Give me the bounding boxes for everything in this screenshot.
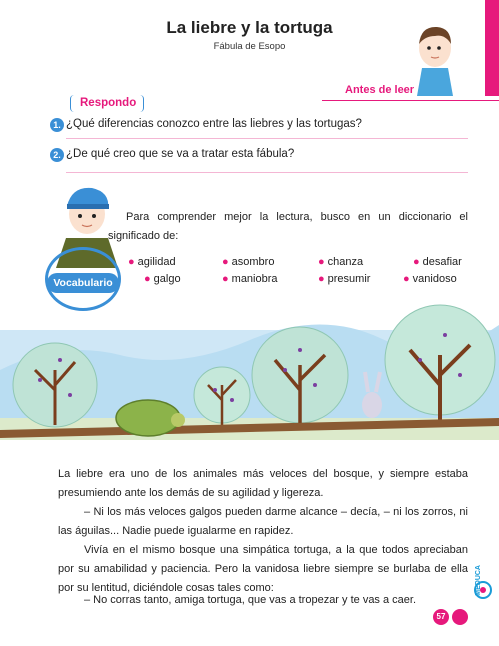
brand-label: MEDUCA	[475, 565, 482, 596]
section-label: Antes de leer	[345, 84, 415, 96]
question-number: 2.	[50, 148, 64, 162]
vocabulary-intro: Para comprender mejor la lectura, busco en un diccionario el significado de:	[108, 211, 468, 242]
answer-line	[66, 172, 468, 173]
vocabulary-badge: Vocabulario	[47, 273, 119, 293]
section-divider	[322, 100, 499, 101]
story-paragraph: La liebre era uno de los animales más veloces del bosque, y siempre estaba presumiendo ante los demás de su agilidad y ligereza.	[58, 468, 468, 499]
answer-line	[66, 138, 468, 139]
forest-hare-tortoise-illustration	[0, 300, 499, 450]
page-title: La liebre y la tortuga	[166, 18, 333, 37]
question-text: ¿Qué diferencias conozco entre las liebres y las tortugas?	[66, 118, 362, 130]
respondo-label: Respondo	[80, 97, 137, 109]
page-subtitle: Fábula de Esopo	[213, 41, 286, 52]
vocab-word: ● presumir	[318, 273, 371, 285]
book-icon	[452, 609, 468, 625]
story-paragraph: – No corras tanto, amiga tortuga, que vas a tropezar y te vas a caer.	[84, 594, 417, 606]
vocab-word: ● chanza	[318, 256, 364, 268]
vocab-word: ● asombro	[222, 256, 275, 268]
vocab-word: ● galgo	[144, 273, 181, 285]
vocab-word: ● maniobra	[222, 273, 278, 285]
vocab-word: ● agilidad	[128, 256, 176, 268]
story-paragraph: – Ni los más veloces galgos pueden darme alcance – decía, – ni los zorros, ni las águilas... Nadie puede igualarme en rapidez.	[58, 506, 468, 537]
page-number: 57	[433, 609, 449, 625]
side-tab	[485, 0, 499, 96]
story-paragraph: Vivía en el mismo bosque una simpática tortuga, a la que todos apreciaban por su amabilidad y paciencia. Pero la vanidosa liebre siempre se burlaba de ella por su lentitud, diciéndole cosas tales como:	[58, 544, 468, 594]
vocab-word: ● desafiar	[413, 256, 462, 268]
question-number: 1.	[50, 118, 64, 132]
question-text: ¿De qué creo que se va a tratar esta fábula?	[66, 148, 295, 160]
vocab-word: ● vanidoso	[403, 273, 457, 285]
